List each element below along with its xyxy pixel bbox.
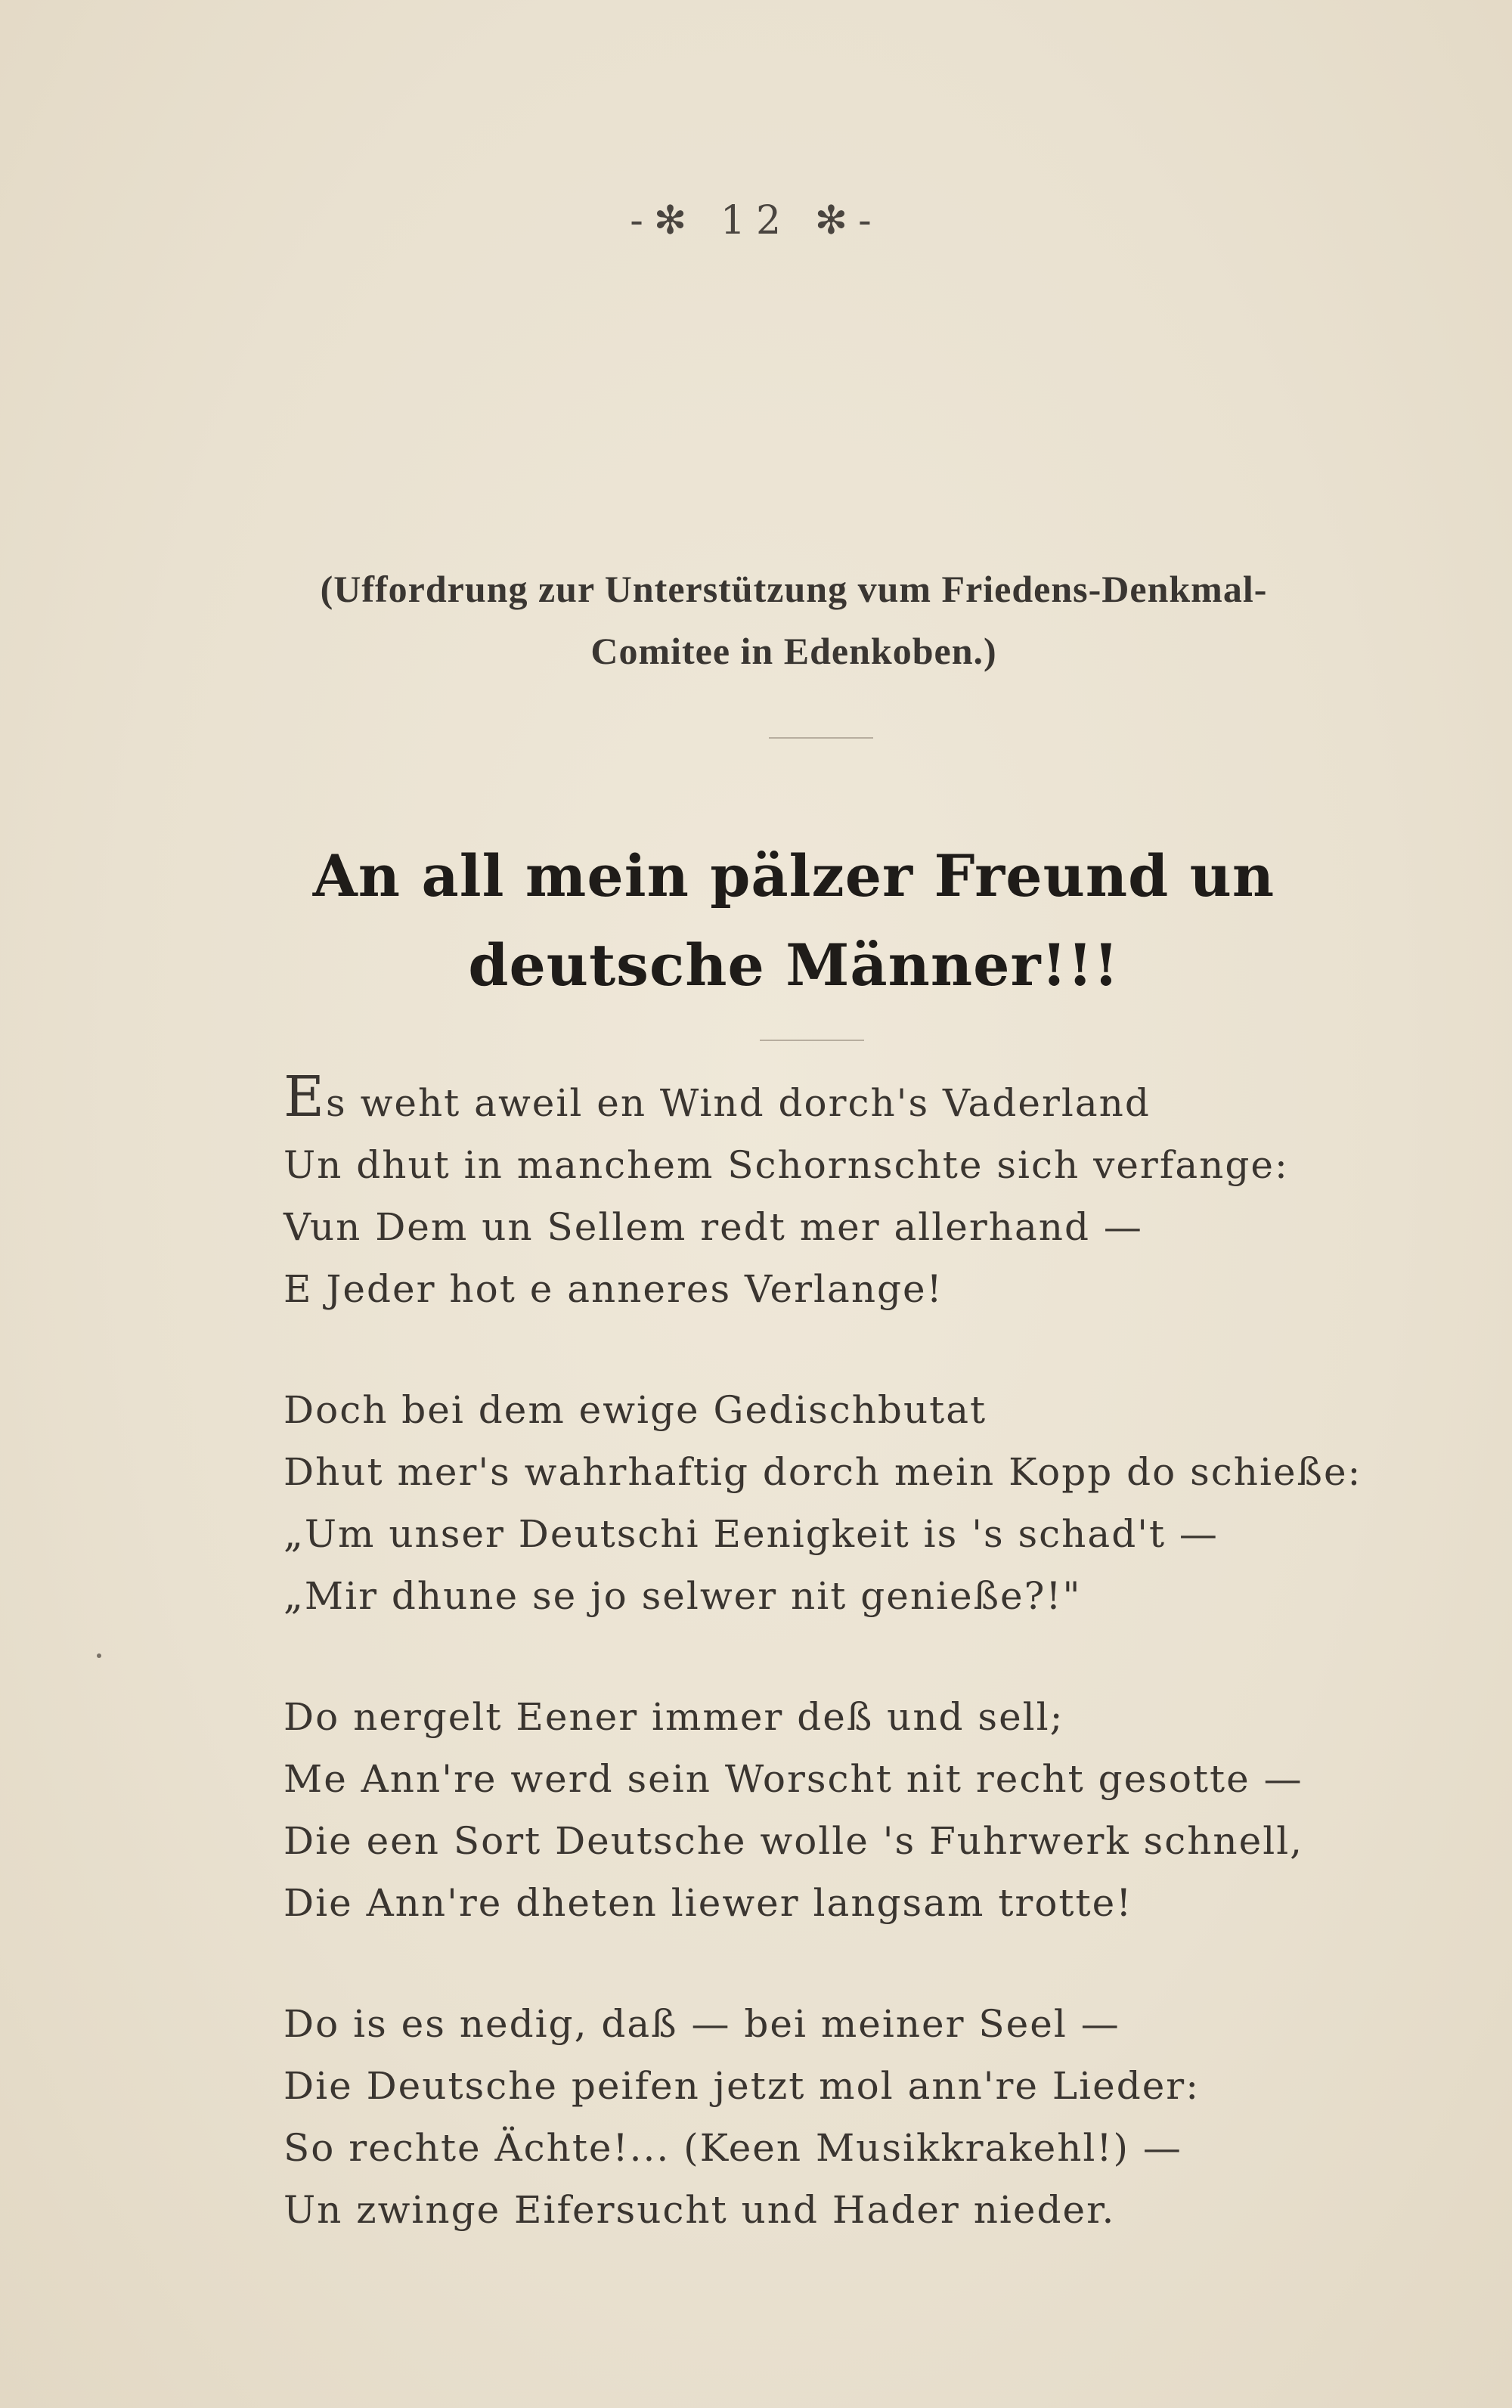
poem-title bbox=[227, 832, 1361, 1010]
stanza bbox=[284, 1686, 1342, 1934]
poem-line: Me Ann're werd sein Worscht nit recht gesotte — bbox=[284, 1757, 1303, 1801]
divider-rule bbox=[760, 1040, 864, 1041]
poem-line: Die een Sort Deutsche wolle 's Fuhrwerk schnell, bbox=[284, 1819, 1304, 1863]
poem-line: Die Ann're dheten liewer langsam trotte! bbox=[284, 1881, 1133, 1925]
title-line: deutsche Männer!!! bbox=[468, 931, 1120, 999]
drop-cap: E bbox=[284, 1065, 327, 1130]
subtitle-line: Comitee in Edenkoben.) bbox=[590, 630, 997, 672]
divider-rule bbox=[769, 737, 873, 739]
poem-line: Doch bei dem ewige Gedischbutat bbox=[284, 1388, 987, 1432]
poem-line: Do nergelt Eener immer deß und sell; bbox=[284, 1695, 1064, 1739]
poem-line: Die Deutsche peifen jetzt mol ann're Lieder: bbox=[284, 2064, 1201, 2108]
poem-line: Do is es nedig, daß — bei meiner Seel — bbox=[284, 2002, 1120, 2046]
subtitle-line: (Uffordrung zur Unterstützung vum Friedens-Denkmal- bbox=[320, 568, 1268, 610]
poem-line: Dhut mer's wahrhaftig dorch mein Kopp do schieße: bbox=[284, 1450, 1362, 1494]
poem-line-text: s weht aweil en Wind dorch's Vaderland bbox=[326, 1081, 1151, 1125]
subtitle bbox=[227, 558, 1361, 682]
poem-line: „Mir dhune se jo selwer nit genieße?!" bbox=[284, 1574, 1082, 1618]
stanza bbox=[284, 1993, 1342, 2241]
poem-line: Un zwinge Eifersucht und Hader nieder. bbox=[284, 2188, 1116, 2232]
poem-line: Un dhut in manchem Schornschte sich verfange: bbox=[284, 1143, 1289, 1187]
poem-line: So rechte Ächte!... (Keen Musikkrakehl!) — bbox=[284, 2126, 1182, 2170]
poem-line: Vun Dem un Sellem redt mer allerhand — bbox=[284, 1205, 1143, 1249]
poem-line bbox=[284, 1065, 1342, 1134]
paper-speck bbox=[97, 1653, 101, 1658]
poem-line: „Um unser Deutschi Eenigkeit is 's schad't — bbox=[284, 1512, 1219, 1556]
page-number: -✻ 12 ✻- bbox=[630, 198, 882, 243]
poem-body bbox=[284, 1065, 1362, 2300]
title-line: An all mein pälzer Freund un bbox=[312, 842, 1275, 910]
stanza bbox=[284, 1065, 1342, 1320]
poem-line: E Jeder hot e anneres Verlange! bbox=[284, 1267, 943, 1311]
stanza bbox=[284, 1379, 1362, 1627]
